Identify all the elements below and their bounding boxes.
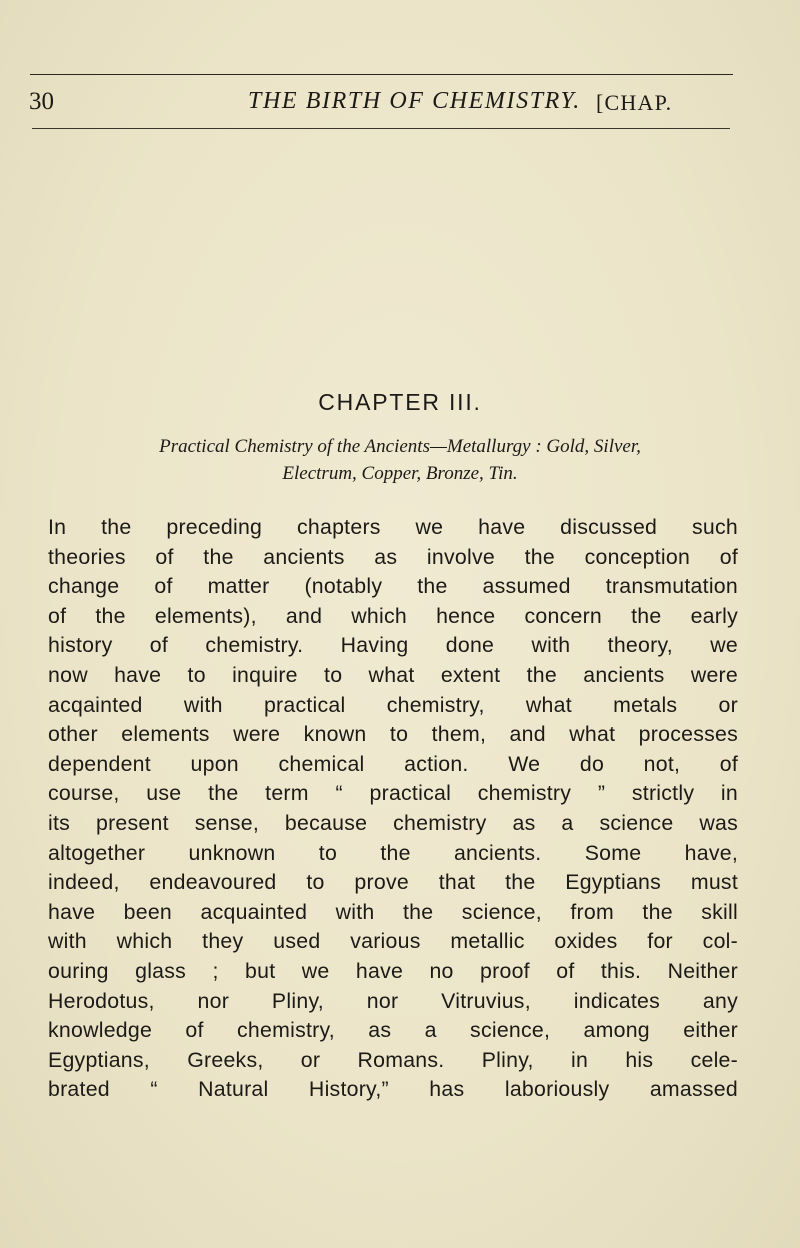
chapter-heading: CHAPTER III.	[318, 389, 482, 415]
body-line: its present sense, because chemistry as a science was	[48, 810, 738, 835]
body-line: knowledge of chemistry, as a science, among either	[48, 1018, 738, 1043]
body-line: acqainted with practical chemistry, what metals or	[48, 692, 738, 717]
body-line: ouring glass ; but we have no proof of this. Neither	[48, 958, 738, 983]
body-line: Herodotus, nor Pliny, nor Vitruvius, indicates any	[48, 988, 738, 1013]
body-line: have been acquainted with the science, from the skill	[48, 899, 738, 924]
body-paragraph	[48, 513, 738, 1105]
body-line: other elements were known to them, and what processes	[48, 722, 738, 747]
running-head: THE BIRTH OF CHEMISTRY.	[248, 88, 581, 114]
body-line: history of chemistry. Having done with theory, we	[48, 633, 738, 658]
body-line: with which they used various metallic oxides for col-	[48, 929, 738, 954]
body-line: theories of the ancients as involve the conception of	[48, 544, 738, 569]
header-rule-top	[30, 74, 733, 75]
body-line: brated “ Natural History,” has laboriously amassed	[48, 1077, 738, 1102]
chapter-label: [CHAP.	[596, 90, 673, 115]
body-line: course, use the term “ practical chemistry ” strictly in	[48, 781, 738, 806]
body-line: dependent upon chemical action. We do not, of	[48, 751, 738, 776]
page-number: 30	[29, 88, 54, 115]
body-line: of the elements), and which hence concern the early	[48, 603, 738, 628]
chapter-subtitle-line-2: Electrum, Copper, Bronze, Tin.	[282, 463, 518, 484]
body-line: Egyptians, Greeks, or Romans. Pliny, in his cele-	[48, 1047, 738, 1072]
chapter-subtitle-line-1: Practical Chemistry of the Ancients—Metallurgy : Gold, Silver,	[159, 436, 641, 457]
header-rule-bottom	[32, 128, 730, 129]
body-line: indeed, endeavoured to prove that the Egyptians must	[48, 870, 738, 895]
body-line: In the preceding chapters we have discussed such	[48, 515, 738, 539]
body-line: altogether unknown to the ancients. Some have,	[48, 840, 738, 865]
body-line: now have to inquire to what extent the ancients were	[48, 662, 738, 687]
body-line: change of matter (notably the assumed transmutation	[48, 574, 738, 599]
